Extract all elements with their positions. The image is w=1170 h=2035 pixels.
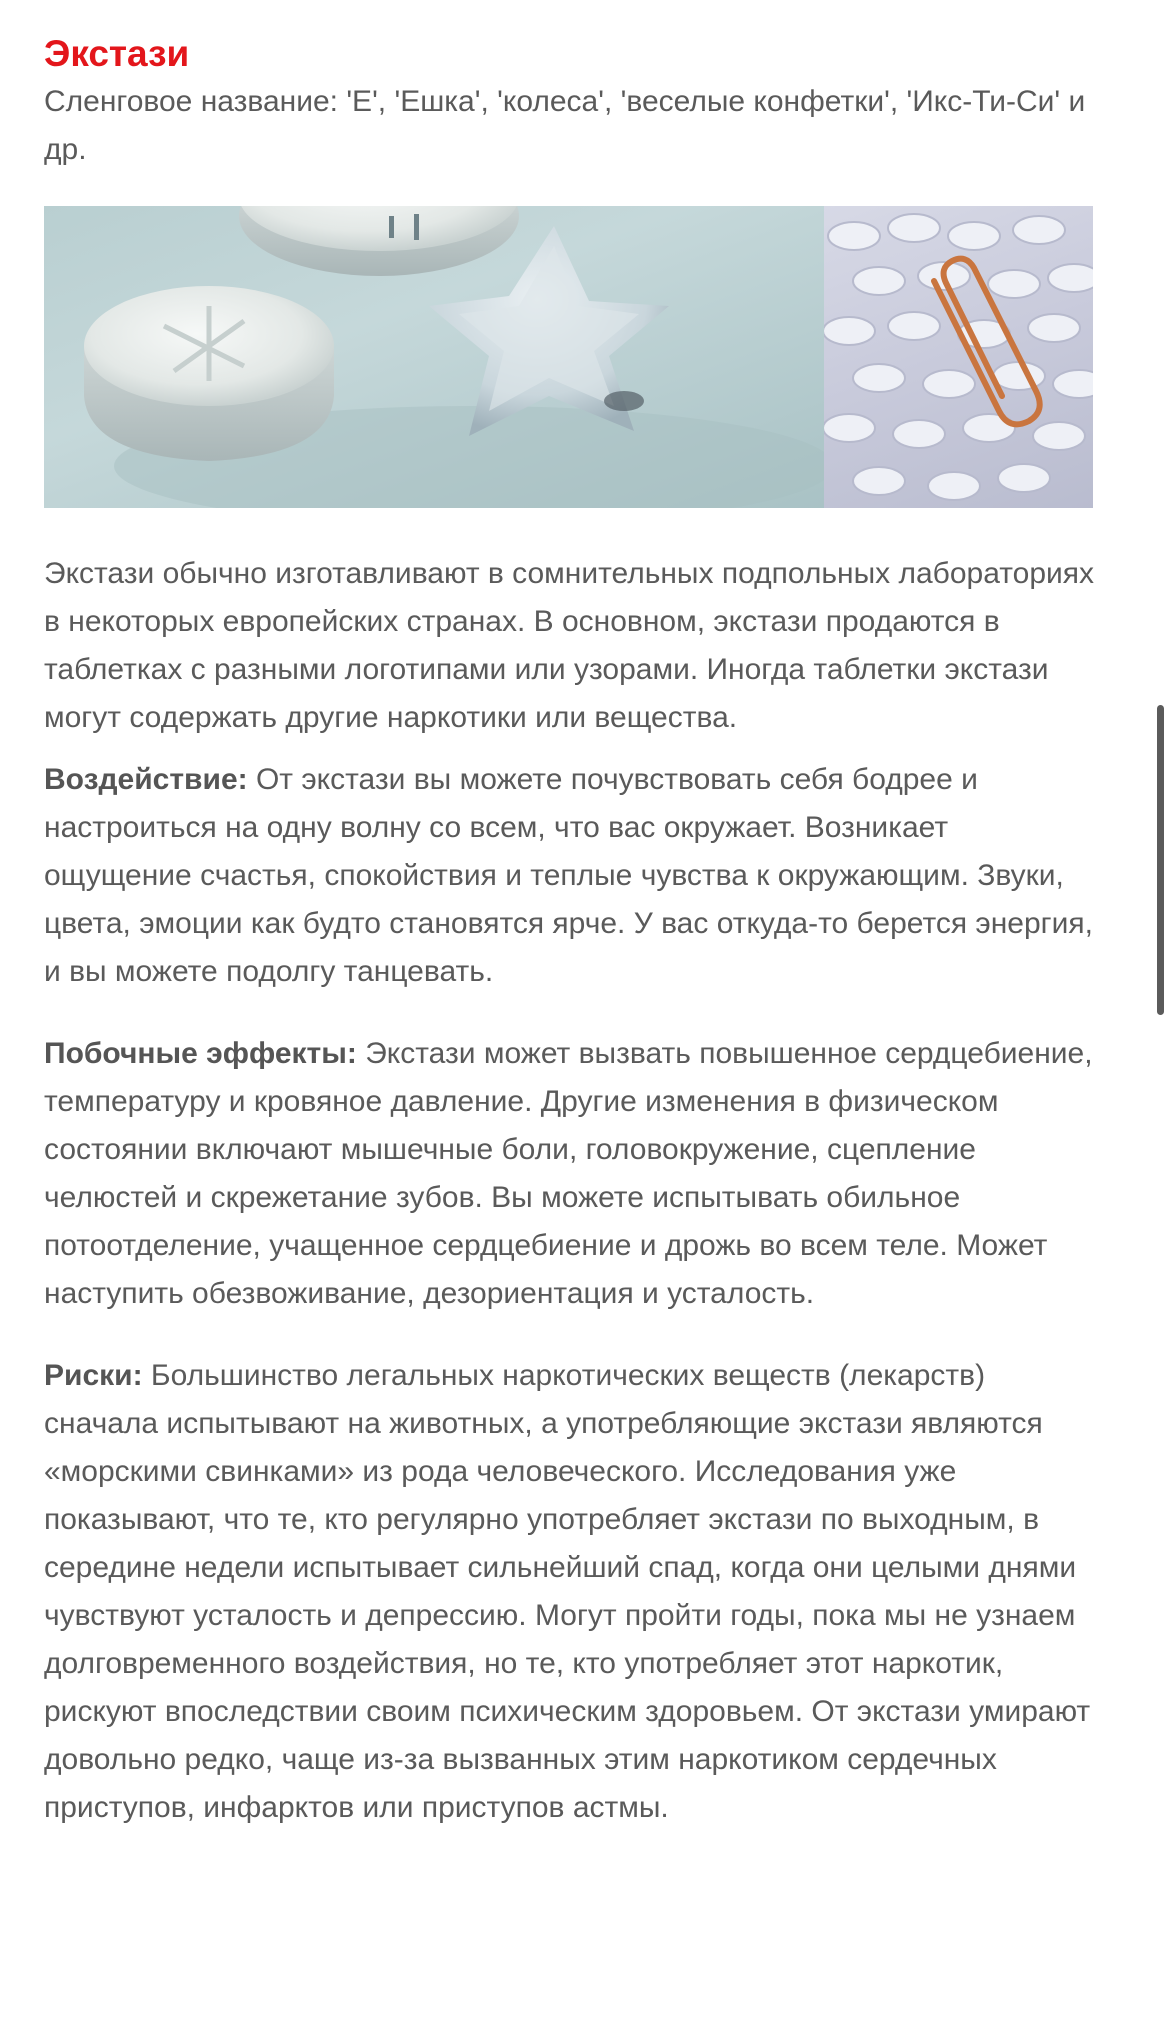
side-effects-text: Экстази может вызвать повышенное сердцебиение, температуру и кровяное давление. Другие изменения в физическом состоянии включают мышечные боли, головокружение, сцепление челюстей и скрежетание зубов. Вы можете испытывать обильное потоотделение, учащенное сердцебиение и дрожь во всем теле. Может наступить обезвоживание, дезориентация и усталость. — [44, 1037, 1093, 1310]
side-effects-paragraph — [44, 1030, 1094, 1318]
pills-pile-illustration — [824, 206, 1093, 508]
risks-paragraph — [44, 1352, 1094, 1832]
effects-text: От экстази вы можете почувствовать себя бодрее и настроиться на одну волну со всем, что вас окружает. Возникает ощущение счастья, спокойствия и теплые чувства к окружающим. Звуки, цвета, эмоции как будто становятся ярче. У вас откуда-то берется энергия, и вы можете подолгу танцевать. — [44, 763, 1093, 988]
risks-label: Риски: — [44, 1359, 143, 1392]
slang-names: Сленговое название: 'Е', 'Ешка', 'колеса', 'веселые конфетки', 'Икс-Ти-Си' и др. — [44, 85, 1086, 166]
risks-text: Большинство легальных наркотических веществ (лекарств) сначала испытывают на животных, а употребляющие экстази являются «морскими свинками» из рода человеческого. Исследования уже показывают, что те, кто регулярно употребляет экстази по выходным, в середине недели испытывает сильнейший спад, когда они целыми днями чувствуют усталость и депрессию. Могут пройти годы, пока мы не узнаем долговременного воздействия, но те, кто употребляет этот наркотик, рискуют впоследствии своим психическим здоровьем. От экстази умирают довольно редко, чаще из-за вызванных этим наркотиком сердечных приступов, инфарктов или приступов астмы. — [44, 1359, 1091, 1824]
page-title: Экстази — [44, 33, 190, 74]
effects-label: Воздействие: — [44, 763, 248, 796]
pills-illustration — [44, 206, 824, 508]
effects-paragraph — [44, 756, 1094, 996]
pills-pile-image — [824, 206, 1093, 508]
article — [44, 30, 1094, 1846]
pills-closeup-image — [44, 206, 824, 508]
hero-image — [44, 206, 1093, 508]
side-effects-label: Побочные эффекты: — [44, 1037, 357, 1070]
scrollbar[interactable] — [1157, 705, 1164, 1015]
intro-paragraph: Экстази обычно изготавливают в сомнительных подпольных лабораториях в некоторых европейских странах. В основном, экстази продаются в таблетках с разными логотипами или узорами. Иногда таблетки экстази могут содержать другие наркотики или вещества. — [44, 557, 1095, 734]
